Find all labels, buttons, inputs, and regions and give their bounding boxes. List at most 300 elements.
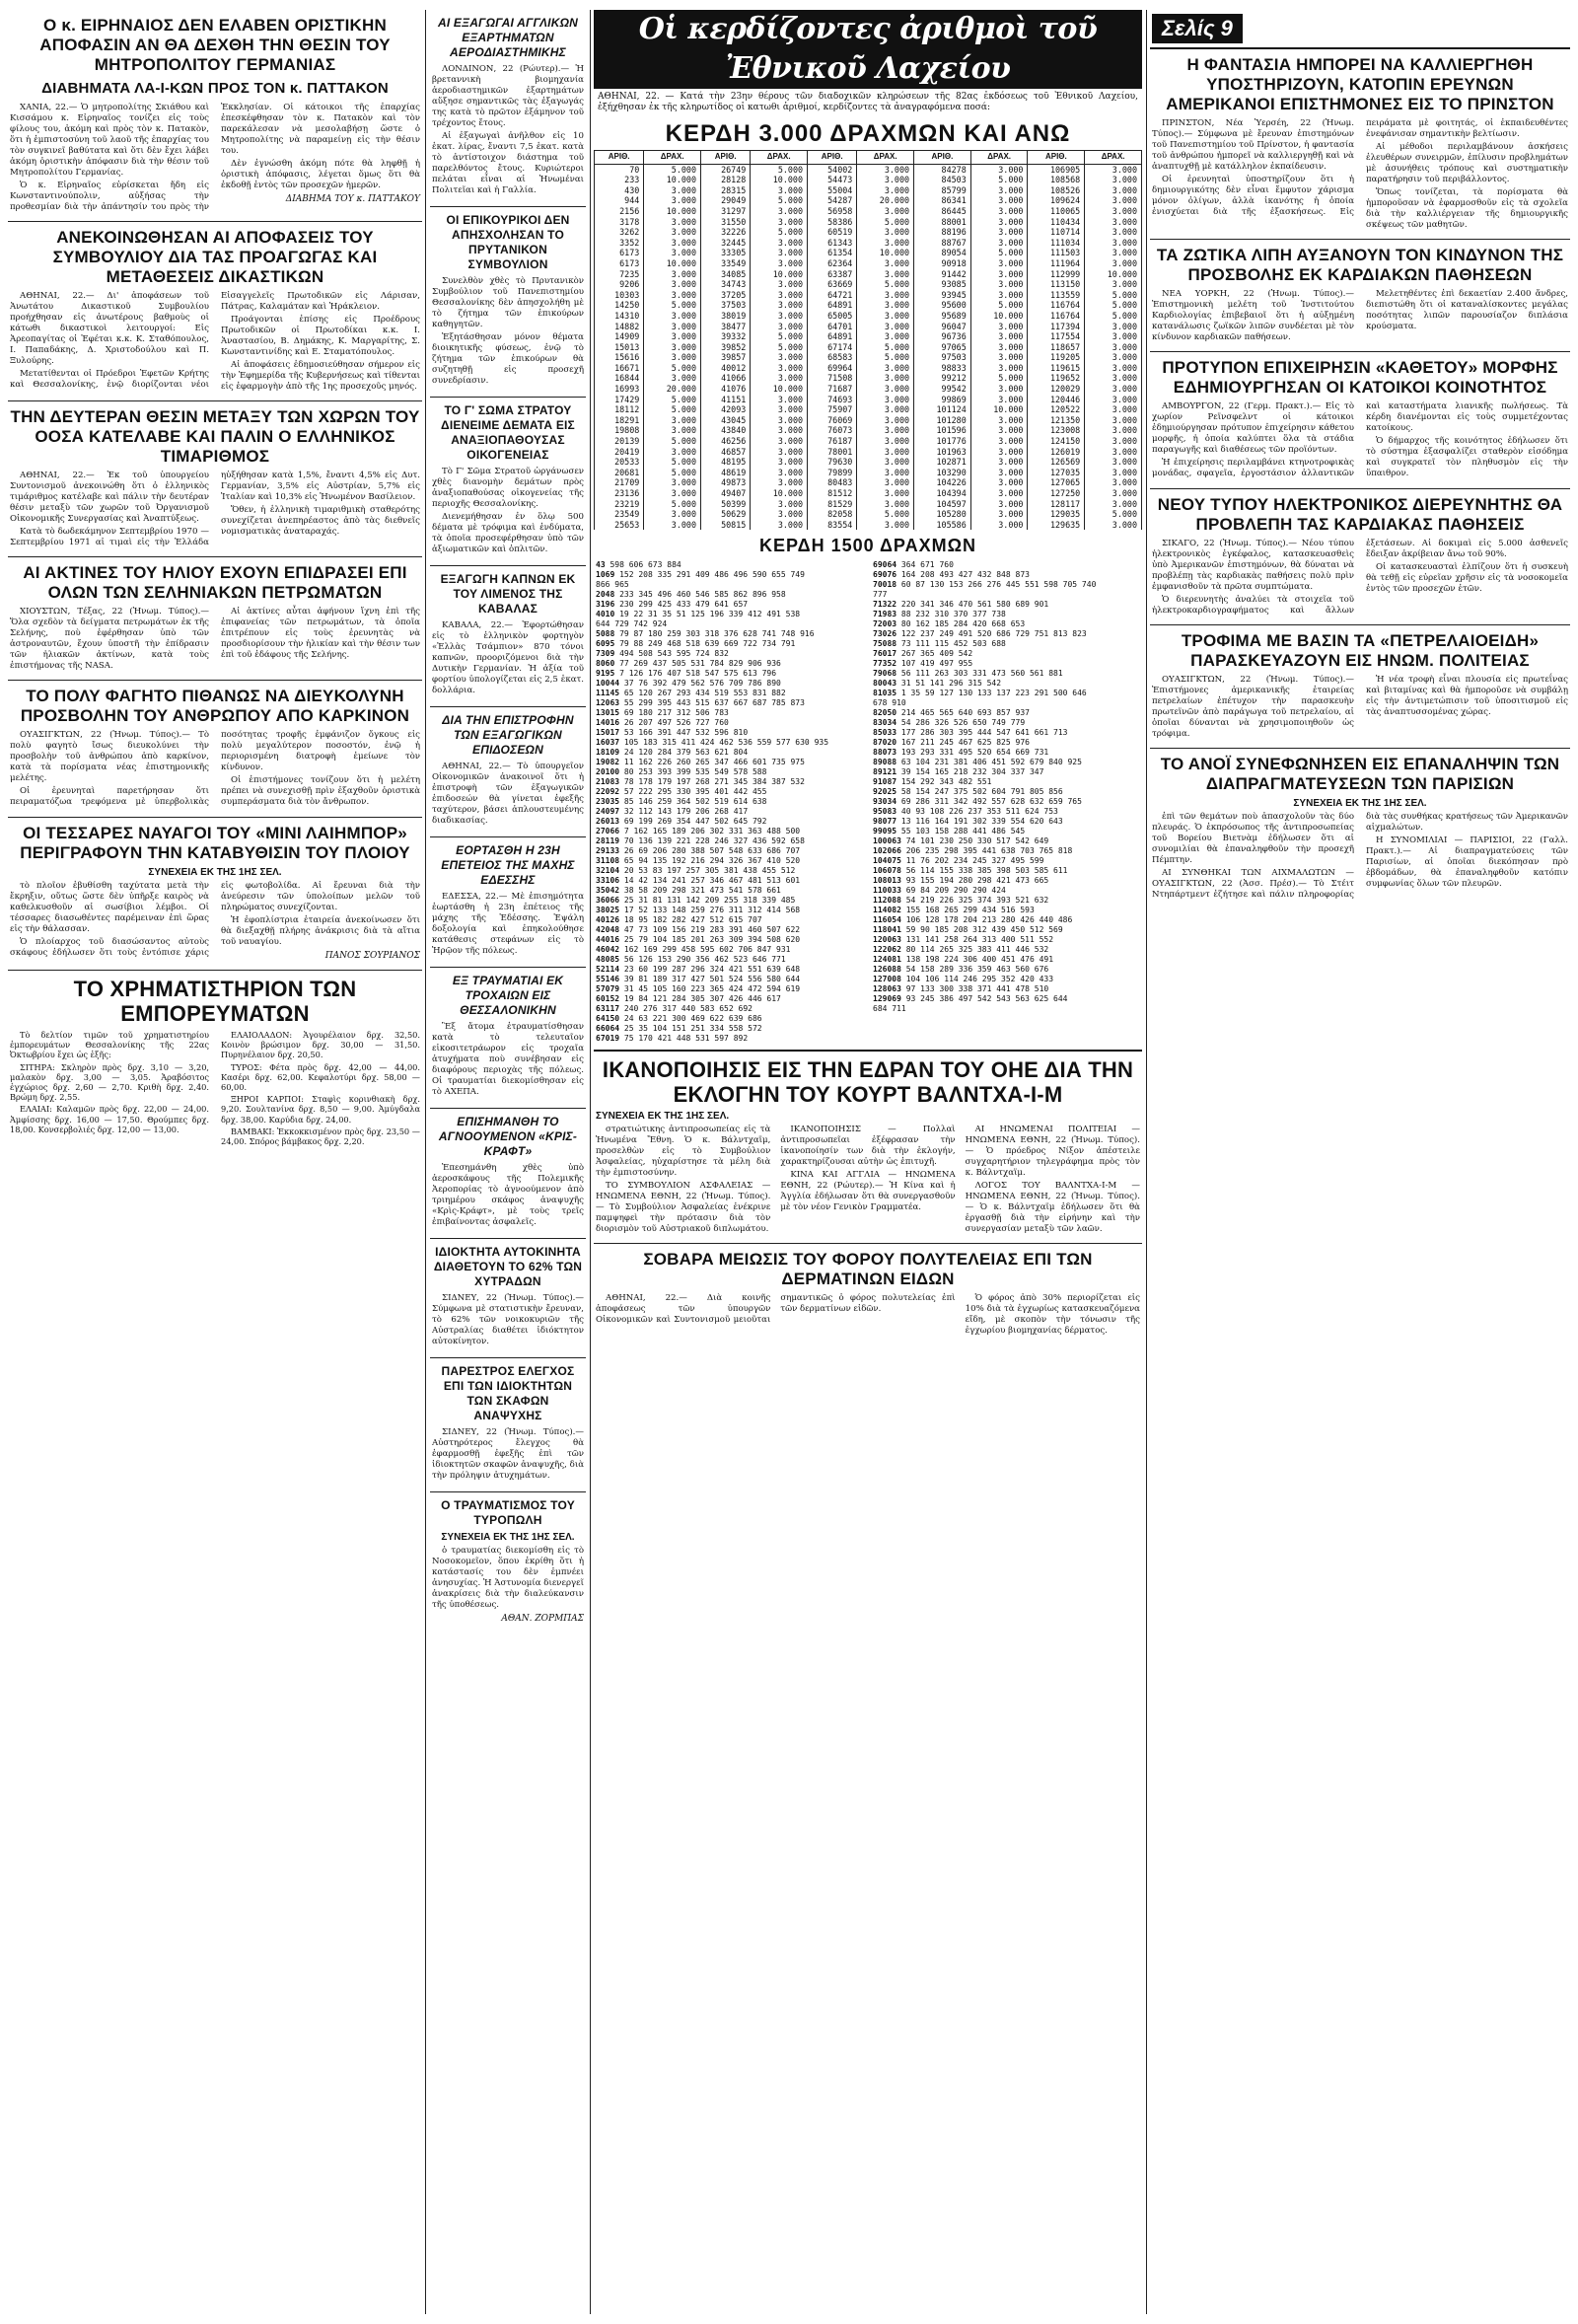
prize-amount: 5.000 — [751, 227, 808, 238]
prize-amount: 3.000 — [1085, 363, 1142, 374]
ticket-series: 3196 — [596, 600, 615, 610]
ticket-endings: 7 162 165 189 206 302 331 363 488 500 — [619, 827, 801, 836]
list-item — [596, 610, 863, 619]
ticket-number: 64891 — [808, 300, 857, 311]
list-item — [596, 856, 863, 866]
ticket-series: 72003 — [873, 619, 897, 629]
ticket-endings: 23 60 199 287 296 324 421 551 639 648 — [619, 965, 801, 975]
headline: ΟΙ ΕΠΙΚΟΥΡΙΚΟΙ ΔΕΝ ΑΠΗΣΧΟΛΗΣΑΝ ΤΟ ΠΡΥΤΑΝΙΚΟΝ ΣΥΜΒΟΥΛΙΟΝ — [446, 213, 570, 271]
headline: ΤΡΟΦΙΜΑ ΜΕ ΒΑΣΙΝ ΤΑ «ΠΕΤΡΕΛΑΙΟΕΙΔΗ» ΠΑΡΑΣΚΕΥΑΖΟΥΝ ΕΙΣ ΗΝΩΜ. ΠΟΛΙΤΕΙΑΣ — [1181, 631, 1540, 670]
prize-amount: 3.000 — [857, 311, 914, 322]
ticket-number: 119615 — [1028, 363, 1085, 374]
article-traffic-injuries — [430, 968, 586, 1109]
prize-amount: 5.000 — [1085, 311, 1142, 322]
prize-amount: 5.000 — [857, 509, 914, 520]
prize-amount: 3.000 — [857, 436, 914, 447]
ticket-endings: 40 93 108 226 237 353 511 624 753 — [897, 807, 1058, 817]
headline: ΤΟ ΑΝΟΪ ΣΥΝΕΦΩΝΗΣΕΝ ΕΙΣ ΕΠΑΝΑΛΗΨΙΝ ΤΩΝ ΔΙΑΠΡΑΓΜΑΤΕΥΣΕΩΝ ΤΩΝ ΠΑΡΙΣΙΩΝ — [1160, 755, 1560, 793]
ticket-endings: 17 52 133 148 259 276 311 312 414 568 — [619, 906, 801, 915]
ticket-number: 119652 — [1028, 373, 1085, 384]
ticket-series: 127008 — [873, 975, 901, 984]
article-body — [432, 1022, 584, 1098]
article-body — [10, 103, 420, 213]
ticket-number: 78001 — [808, 447, 857, 458]
ticket-number: 20533 — [595, 457, 644, 468]
prize-amount: 3.000 — [857, 363, 914, 374]
prize-amount: 3.000 — [751, 415, 808, 426]
headline: ΔΙΑ ΤΗΝ ΕΠΙΣΤΡΟΦΗΝ ΤΩΝ ΕΞΑΓΩΓΙΚΩΝ ΕΠΙΔΟΣΕΩΝ — [442, 713, 574, 757]
ticket-endings: 152 208 335 291 409 486 496 590 655 749 — [614, 570, 805, 580]
subheadline: ΔΙΑΒΗΜΑΤΑ ΛΑ-Ι-ΚΩΝ ΠΡΟΣ ΤΟΝ κ. ΠΑΤΤΑΚΟΝ — [41, 80, 389, 97]
ticket-number: 42093 — [701, 404, 751, 415]
ticket-series: 87020 — [873, 738, 897, 748]
ticket-endings: 69 180 217 312 506 783 — [619, 708, 729, 718]
lottery-table — [594, 150, 1142, 530]
prize-amount: 3.000 — [857, 185, 914, 196]
table-header-cell: ΔΡΑΧ. — [751, 151, 808, 165]
list-item — [596, 659, 863, 669]
ticket-endings: 684 711 — [873, 1004, 906, 1014]
prize-amount: 3.000 — [644, 269, 701, 280]
prize-amount: 3.000 — [1085, 185, 1142, 196]
list-item — [596, 817, 863, 827]
ticket-number: 64721 — [808, 290, 857, 301]
ticket-number: 31550 — [701, 217, 751, 228]
ticket-endings: 80 114 265 325 383 411 446 532 — [900, 945, 1049, 955]
ticket-number: 46857 — [701, 447, 751, 458]
ticket-series: 98077 — [873, 817, 897, 827]
list-item — [873, 590, 1140, 600]
ticket-endings: 193 293 331 495 520 654 669 731 — [897, 748, 1049, 758]
ticket-series: 88073 — [873, 748, 897, 758]
prize-amount: 3.000 — [1085, 395, 1142, 405]
prize-amount: 3.000 — [751, 436, 808, 447]
ticket-endings: 63 104 231 381 406 451 592 679 840 925 — [897, 758, 1082, 767]
column-divider — [425, 10, 426, 2314]
ticket-series: 89088 — [873, 758, 897, 767]
prize-amount: 3.000 — [857, 331, 914, 342]
prize-amount: 3.000 — [644, 311, 701, 322]
ticket-number: 43045 — [701, 415, 751, 426]
ticket-number: 56958 — [808, 206, 857, 217]
table-header-cell: ΑΡΙΘ. — [1028, 151, 1085, 165]
table-row — [595, 248, 1142, 258]
ticket-number: 25653 — [595, 520, 644, 531]
list-item — [596, 955, 863, 965]
prize-amount: 3.000 — [751, 468, 808, 478]
ticket-endings: 59 90 185 208 312 439 450 512 569 — [900, 925, 1063, 935]
ticket-endings: 19 22 31 35 51 125 196 339 412 491 538 — [614, 610, 801, 619]
ticket-endings: 240 276 317 440 583 652 692 — [619, 1004, 753, 1014]
list-item — [596, 708, 863, 718]
ticket-endings: 1 35 59 127 130 133 137 223 291 500 646 — [897, 689, 1087, 698]
ticket-number: 75907 — [808, 404, 857, 415]
ticket-number: 39332 — [701, 331, 751, 342]
prize-amount: 3.000 — [970, 279, 1028, 290]
prize-amount: 3.000 — [644, 520, 701, 531]
ticket-endings: 37 76 392 479 562 576 709 786 890 — [619, 679, 781, 689]
list-item — [873, 560, 1140, 570]
table-row — [595, 311, 1142, 322]
ticket-number: 15616 — [595, 352, 644, 363]
table-header-cell: ΔΡΑΧ. — [970, 151, 1028, 165]
prize-amount: 3.000 — [857, 477, 914, 488]
list-item — [873, 570, 1140, 580]
prize-amount: 3.000 — [857, 227, 914, 238]
ticket-number: 20419 — [595, 447, 644, 458]
paragraph: ὁ τραυματίας διεκομίσθη εἰς τὸ Νοσοκομεῖον, ὅπου ἐκρίθη ὅτι ἡ κατάστασίς του δὲν ἐμπνέει ἀνησυχίας. Ἡ Ἀστυνομία διενεργεῖ ἀνακρίσεις διὰ τὴν διαλεύκανσιν τῆς ὑποθέσεως. — [432, 1546, 584, 1610]
ticket-number: 50815 — [701, 520, 751, 531]
ticket-number: 40012 — [701, 363, 751, 374]
ticket-series: 26013 — [596, 817, 620, 827]
ticket-number: 65005 — [808, 311, 857, 322]
ticket-number: 70 — [595, 164, 644, 175]
ticket-endings: 74 101 230 250 330 517 542 649 — [900, 836, 1049, 846]
article-irinaios — [8, 10, 422, 222]
list-item — [596, 619, 863, 629]
prize-amount: 5.000 — [1085, 300, 1142, 311]
ticket-endings: 24 120 284 379 563 621 804 — [619, 748, 749, 758]
paragraph: ΛΟΝΔΙΝΟΝ, 22 (Ρώυτερ).— Ἡ βρεταννικὴ βιομηχανία ἀεροδιαστημικῶν ἐξαρτημάτων αὔξησε σημαντικῶς τὰς ἐξαγωγάς της κατὰ τὸ πρῶτον ἑξάμηνον τοῦ τρέχοντος ἔτους. — [432, 64, 584, 128]
prize-amount: 3.000 — [751, 499, 808, 510]
ticket-endings: 53 166 391 447 532 596 810 — [619, 728, 749, 738]
ticket-number: 127250 — [1028, 488, 1085, 499]
headline: ΤΟ ΠΟΛΥ ΦΑΓΗΤΟ ΠΙΘΑΝΩΣ ΝΑ ΔΙΕΥΚΟΛΥΝΗ ΠΡΟΣΒΟΛΗΝ ΤΟΥ ΑΝΘΡΩΠΟΥ ΑΠΟ ΚΑΡΚΙΝΟΝ — [20, 687, 410, 725]
ticket-series: 95083 — [873, 807, 897, 817]
prize-amount: 3.000 — [1085, 342, 1142, 353]
paragraph: ΑΘΗΝΑΙ, 22.— Τὸ ὑπουργεῖον Οἰκονομικῶν ἀνακοινοῖ ὅτι ἡ ἐπιστροφὴ τῶν ἐξαγωγικῶν ἐπιδοσεών θὰ γίνεται ἐφεξῆς ταχύτερον, βάσει ἁπλουστευμένης διαδικασίας. — [432, 762, 584, 826]
prize-amount: 3.000 — [857, 300, 914, 311]
ticket-number: 46256 — [701, 436, 751, 447]
ticket-number: 76073 — [808, 425, 857, 436]
ticket-series: 69076 — [873, 570, 897, 580]
headline: ΕΞ ΤΡΑΥΜΑΤΙΑΙ ΕΚ ΤΡΟΧΑΙΩΝ ΕΙΣ ΘΕΣΣΑΛΟΝΙΚΗΝ — [452, 974, 564, 1017]
ticket-endings: 32 112 143 179 206 268 417 — [619, 807, 749, 817]
paragraph: ΕΔΕΣΣΑ, 22.— Μὲ ἐπισημότητα ἑωρτάσθη ἡ 23η ἐπέτειος τῆς μάχης τῆς Ἐδέσσης. Ἐψάλη δοξολογία καὶ ἐπηκολούθησε κατάθεσις στεφάνων εἰς τὸ Ἡρῷον τῆς πόλεως. — [432, 892, 584, 956]
article-export-refunds — [430, 707, 586, 837]
list-item — [873, 955, 1140, 965]
table-row — [595, 520, 1142, 531]
paragraph: Ὅθεν, ἡ ἑλληνικὴ τιμαριθμικὴ σταθερότης συνεχίζεται ἀνεπηρέαστος ἀπὸ τὰς διεθνεῖς νομισματικὰς ἀναταραχάς. — [221, 505, 420, 537]
ticket-endings: 69 199 269 354 447 502 645 792 — [619, 817, 767, 827]
ticket-series: 55146 — [596, 975, 620, 984]
ticket-number: 48619 — [701, 468, 751, 478]
ticket-endings: 57 222 295 330 395 401 442 455 — [619, 787, 767, 797]
prize-amount: 3.000 — [857, 499, 914, 510]
ticket-endings: 11 76 202 234 245 327 495 599 — [900, 856, 1044, 866]
list-item — [873, 807, 1140, 817]
ticket-number: 16993 — [595, 384, 644, 395]
ticket-number: 110065 — [1028, 206, 1085, 217]
prize-amount: 3.000 — [751, 217, 808, 228]
headline: ΟΙ ΤΕΣΣΑΡΕΣ ΝΑΥΑΓΟΙ ΤΟΥ «ΜΙΝΙ ΛΑΙΗΜΠΟΡ» ΠΕΡΙΓΡΑΦΟΥΝ ΤΗΝ ΚΑΤΑΒΥΘΙΣΙΝ ΤΟΥ ΠΛΟΙΟΥ — [20, 824, 410, 862]
list-item — [873, 797, 1140, 807]
ticket-number: 39852 — [701, 342, 751, 353]
ticket-number: 54473 — [808, 175, 857, 185]
ticket-series: 13015 — [596, 708, 620, 718]
prize-amount: 3.000 — [751, 290, 808, 301]
list-item — [873, 886, 1140, 896]
prize-amount: 3.000 — [1085, 488, 1142, 499]
ticket-series: 2048 — [596, 590, 615, 600]
list-item — [596, 679, 863, 689]
article-sun-rays — [8, 557, 422, 681]
ticket-number: 108526 — [1028, 185, 1085, 196]
ticket-series: 21083 — [596, 777, 620, 787]
ticket-series: 77352 — [873, 659, 897, 669]
prize-amount: 3.000 — [970, 227, 1028, 238]
ticket-series: 71322 — [873, 600, 897, 610]
prize-amount: 20.000 — [644, 384, 701, 395]
ticket-number: 116764 — [1028, 300, 1085, 311]
ticket-number: 58386 — [808, 217, 857, 228]
prize-amount: 3.000 — [644, 447, 701, 458]
ticket-number: 63387 — [808, 269, 857, 280]
article-body — [432, 276, 584, 387]
column-1 — [8, 10, 422, 2318]
ticket-number: 944 — [595, 195, 644, 206]
ticket-number: 14882 — [595, 322, 644, 332]
paragraph: ΣΙΤΗΡΑ: Σκληρὸν πρὸς δρχ. 3,10 — 3,20, μαλακὸν δρχ. 3,00 — 3,05. Ἀραβόσιτος ἐγχώριος δρχ. 2,60 — 2,70. Κριθὴ δρχ. 2,40. Βρώμη δρχ. 2,55. — [10, 1061, 209, 1103]
prize-amount: 3.000 — [857, 290, 914, 301]
ticket-endings: 233 345 496 460 546 585 862 896 958 — [614, 590, 786, 600]
lottery-subheading-1500: ΚΕΡΔΗ 1500 ΔΡΑΧΜΩΝ — [758, 536, 977, 556]
prize-amount: 3.000 — [644, 185, 701, 196]
list-item — [596, 728, 863, 738]
table-row — [595, 185, 1142, 196]
ticket-number: 54287 — [808, 195, 857, 206]
paragraph: Κατὰ τὸ δωδεκάμηνον Σεπτεμβρίου 1970 — Σεπτεμβρίου 1971 αἱ τιμαὶ εἰς τὴν Ἑλλάδα ηὐξήθησαν κατὰ 1,5%, ἔναντι 4,5% εἰς Δυτ. Γερμανίαν, 3,5% εἰς Αὐστρίαν, 5,7% εἰς Ἰταλίαν καὶ 10,3% εἰς Ἡνωμένον Βασίλειον. — [10, 471, 420, 547]
ticket-endings: 104 106 114 246 295 352 420 433 — [900, 975, 1054, 984]
table-row — [595, 206, 1142, 217]
ticket-endings: 107 419 497 955 — [897, 659, 973, 669]
prize-amount: 3.000 — [1085, 248, 1142, 258]
list-item — [873, 600, 1140, 610]
paragraph: ΚΙΝΑ ΚΑΙ ΑΓΓΛΙΑ — ΗΝΩΜΕΝΑ ΕΘΝΗ, 22 (Ρώυτερ).— Ἡ Κίνα καὶ ἡ Ἀγγλία ἐδήλωσαν ὅτι θὰ συνεργασθοῦν μὲ τὸν νέον Γενικὸν Γραμματέα. — [780, 1170, 956, 1213]
prize-amount: 5.000 — [751, 195, 808, 206]
ticket-series: 7309 — [596, 649, 615, 659]
prize-amount: 3.000 — [751, 279, 808, 290]
prize-amount: 3.000 — [1085, 175, 1142, 185]
ticket-number: 32445 — [701, 238, 751, 249]
list-item — [596, 767, 863, 777]
prize-amount: 3.000 — [857, 384, 914, 395]
paragraph: ΝΕΑ ΥΟΡΚΗ, 22 (Ἡνωμ. Τύπος).— Ἐπιστημονικὴ μελέτη τοῦ Ἱνστιτούτου Καρδιολογίας ἐπιβεβαιοῖ ὅτι ἡ αὐξημένη κατανάλωσις ζωϊκῶν λιπῶν συνδέεται μὲ τὸν κίνδυνον καρδιακῶν παθήσεων. — [1152, 289, 1354, 342]
prize-amount: 3.000 — [970, 258, 1028, 269]
ticket-number: 64891 — [808, 331, 857, 342]
ticket-series: 20100 — [596, 767, 620, 777]
ticket-endings: 18 95 182 282 427 512 615 707 — [619, 915, 762, 925]
paragraph: Μελετηθέντες ἐπὶ δεκαετίαν 2.400 ἄνδρες, διεπιστώθη ὅτι οἱ καταναλίσκοντες μεγάλας ποσότητας λιπῶν παρουσίαζον διπλάσια κρούσματα. — [1366, 289, 1568, 331]
list-item — [873, 689, 1140, 698]
ticket-series: 70018 — [873, 580, 897, 590]
table-row — [595, 300, 1142, 311]
ticket-number: 61343 — [808, 238, 857, 249]
prize-amount: 3.000 — [970, 164, 1028, 175]
ticket-number: 126019 — [1028, 447, 1085, 458]
ticket-number: 61354 — [808, 248, 857, 258]
prize-amount: 3.000 — [970, 395, 1028, 405]
ticket-series: 22092 — [596, 787, 620, 797]
ticket-series: 27066 — [596, 827, 620, 836]
table-row — [595, 499, 1142, 510]
prize-amount: 3.000 — [970, 322, 1028, 332]
lottery-intro: ΑΘΗΝΑΙ, 22. — Κατά τὴν 23ην θέρους τῶν διαδοχικῶν κληρώσεων τῆς 82ας ἐκδόσεως τοῦ Ἐθνικοῦ Λαχείου, ἐξήχθησαν ἐκ τῆς κληρωτίδος οἱ κατωθι ἀριθμοί, κερδίζοντες τὰ ἀναγραφόμενα ποσά: — [598, 92, 1138, 112]
prize-amount: 3.000 — [857, 425, 914, 436]
ticket-number: 93945 — [914, 290, 971, 301]
prize-amount: 5.000 — [644, 436, 701, 447]
ticket-endings: 644 729 742 924 — [596, 619, 668, 629]
ticket-number: 101124 — [914, 404, 971, 415]
prize-amount: 3.000 — [751, 373, 808, 384]
ticket-number: 127035 — [1028, 468, 1085, 478]
table-row — [595, 395, 1142, 405]
prize-amount: 3.000 — [644, 415, 701, 426]
headline: ΕΠΙΣΗΜΑΝΘΗ ΤΟ ΑΓΝΟΟΥΜΕΝΟΝ «ΚΡΙΣ-ΚΡΑΦΤ» — [438, 1115, 578, 1158]
ticket-number: 18291 — [595, 415, 644, 426]
ticket-number: 79899 — [808, 468, 857, 478]
prize-amount: 5.000 — [644, 363, 701, 374]
ticket-number: 7235 — [595, 269, 644, 280]
column-4 — [1150, 10, 1570, 2318]
ticket-series: 108013 — [873, 876, 901, 886]
column-divider — [590, 10, 591, 2314]
column-2 — [430, 10, 586, 2318]
list-item — [873, 906, 1140, 915]
headline: ΕΞΑΓΩΓΗ ΚΑΠΝΩΝ ΕΚ ΤΟΥ ΛΙΜΕΝΟΣ ΤΗΣ ΚΑΒΑΛΑΣ — [440, 572, 576, 616]
table-row — [595, 488, 1142, 499]
list-item — [596, 1014, 863, 1024]
ticket-endings: 79 88 249 468 518 639 669 722 734 791 — [614, 639, 796, 649]
ticket-series: 33106 — [596, 876, 620, 886]
headline: ΠΡΟΤΥΠΟΝ ΕΠΙΧΕΙΡΗΣΙΝ «ΚΑΘΕΤΟΥ» ΜΟΡΦΗΣ ΕΔΗΜΙΟΥΡΓΗΣΑΝ ΟΙ ΚΑΤΟΙΚΟΙ ΚΟΙΝΟΤΗΤΟΣ — [1162, 358, 1558, 397]
ticket-endings: 11 162 226 260 265 347 466 601 735 975 — [619, 758, 805, 767]
ticket-endings: 26 69 206 280 388 507 548 633 686 707 — [619, 846, 801, 856]
ticket-series: 76017 — [873, 649, 897, 659]
list-item — [596, 689, 863, 698]
ticket-endings: 78 178 179 197 268 271 345 384 387 532 — [619, 777, 805, 787]
ticket-series: 129069 — [873, 994, 901, 1004]
ticket-endings: 155 168 265 299 434 516 593 — [900, 906, 1035, 915]
ticket-number: 104226 — [914, 477, 971, 488]
ticket-endings: 56 126 153 290 356 462 523 646 771 — [619, 955, 786, 965]
table-row — [595, 509, 1142, 520]
ticket-number: 29049 — [701, 195, 751, 206]
headline: ΕΟΡΤΑΣΘΗ Η 23Η ΕΠΕΤΕΙΟΣ ΤΗΣ ΜΑΧΗΣ ΕΔΕΣΣΗΣ — [441, 843, 575, 887]
ticket-number: 15013 — [595, 342, 644, 353]
ticket-endings: 93 155 194 280 298 421 473 665 — [900, 876, 1049, 886]
ticket-number: 103290 — [914, 468, 971, 478]
ticket-endings: 105 183 315 411 424 462 536 559 577 630 935 — [619, 738, 829, 748]
prize-amount: 3.000 — [970, 342, 1028, 353]
ticket-number: 81529 — [808, 499, 857, 510]
ticket-number: 67174 — [808, 342, 857, 353]
ticket-series: 85033 — [873, 728, 897, 738]
table-row — [595, 477, 1142, 488]
ticket-number: 6173 — [595, 248, 644, 258]
table-header-cell: ΑΡΙΘ. — [914, 151, 971, 165]
ticket-endings: 162 169 299 458 595 602 706 847 931 — [619, 945, 791, 955]
list-item — [873, 738, 1140, 748]
ticket-number: 85799 — [914, 185, 971, 196]
list-item — [596, 758, 863, 767]
prize-amount: 3.000 — [1085, 195, 1142, 206]
ticket-number: 104597 — [914, 499, 971, 510]
prize-amount: 3.000 — [1085, 520, 1142, 531]
headline: ΤΟ ΧΡΗΜΑΤΙΣΤΗΡΙΟΝ ΤΩΝ ΕΜΠΟΡΕΥΜΑΤΩΝ — [73, 977, 357, 1026]
ticket-endings: 70 136 139 221 228 246 327 436 592 658 — [619, 836, 805, 846]
ticket-number: 23136 — [595, 488, 644, 499]
list-item — [873, 679, 1140, 689]
ticket-number: 21709 — [595, 477, 644, 488]
prize-amount: 3.000 — [970, 447, 1028, 458]
ticket-number: 17429 — [595, 395, 644, 405]
list-item — [873, 1014, 1140, 1024]
paragraph: Οἱ ἐρευνηταὶ παρετήρησαν ὅτι πειραματόζωα τρεφόμενα μὲ ὑπερβολικὰς ποσότητας τροφῆς ἐμφάνιζον ὄγκους εἰς πολὺ μεγαλύτερον ποσοστόν, ἐνῷ ἡ περιορισμένη διατροφὴ ἐμείωνε τὸν κίνδυνον. — [10, 730, 420, 807]
ticket-number: 111034 — [1028, 238, 1085, 249]
ticket-number: 68583 — [808, 352, 857, 363]
article-cheesemonger — [430, 1492, 586, 1633]
table-row — [595, 269, 1142, 280]
paragraph: Αἱ μέθοδοι περιλαμβάνουν ἀσκήσεις ἐλευθέρων συνειρμῶν, ἐπίλυσιν προβλημάτων μὲ ἀσυνήθεις τρόπους καὶ συστηματικὴν παρατήρησιν τοῦ περιβάλλοντος. — [1366, 142, 1568, 184]
prize-amount: 3.000 — [970, 331, 1028, 342]
continuation-label: ΣΥΝΕΧΕΙΑ ΕΚ ΤΗΣ 1ΗΣ ΣΕΛ. — [1293, 798, 1427, 809]
paragraph: Ἡ ἐπιχείρησις περιλαμβάνει κτηνοτροφικὰς μονάδας, σφαγεῖα, ἐργοστάσιον ἀλλαντικῶν καὶ καταστήματα λιανικῆς πωλήσεως. Τὰ κέρδη διανέμονται εἰς τοὺς συμμετέχοντας κατοίκους. — [1152, 401, 1568, 478]
article-body — [432, 892, 584, 957]
paragraph: Αἱ ἀποφάσεις ἐδημοσιεύθησαν σήμερον εἰς τὴν Ἐφημερίδα τῆς Κυβερνήσεως καὶ τίθενται εἰς ἐφαρμογὴν ἀπὸ τῆς 1ης προσεχοῦς μηνός. — [221, 360, 420, 392]
ticket-endings: 494 508 543 595 724 832 — [614, 649, 729, 659]
ticket-series: 35042 — [596, 886, 620, 896]
ticket-series: 8060 — [596, 659, 615, 669]
ticket-endings: 206 235 298 395 441 638 703 765 818 — [900, 846, 1073, 856]
prize-amount: 3.000 — [970, 520, 1028, 531]
prize-amount: 20.000 — [857, 195, 914, 206]
article-body — [10, 291, 420, 393]
prize-amount: 3.000 — [857, 415, 914, 426]
paragraph: ΣΙΔΝΕΥ, 22 (Ἡνωμ. Τύπος).— Σύμφωνα μὲ στατιστικὴν ἔρευναν, τὸ 62% τῶν νοικοκυριῶν τῆς Αὐστραλίας διαθέτει ἰδιόκτητον αὐτοκίνητον. — [432, 1293, 584, 1346]
prize-amount: 3.000 — [970, 269, 1028, 280]
prize-amount: 3.000 — [751, 477, 808, 488]
ticket-endings: 598 606 673 884 — [605, 560, 681, 570]
table-header-cell: ΑΡΙΘ. — [595, 151, 644, 165]
list-item — [873, 975, 1140, 984]
ticket-number: 19808 — [595, 425, 644, 436]
list-item — [873, 846, 1140, 856]
prize-amount: 3.000 — [644, 290, 701, 301]
paragraph: ΑΙ ΣΥΝΘΗΚΑΙ ΤΩΝ ΑΙΧΜΑΛΩΤΩΝ — ΟΥΑΣΙΓΚΤΩΝ, 22 (Ἀσσ. Πρέσ).— Τὸ Στέιτ Ντηπάρτμεντ ἐζήτησε καὶ πάλιν πληροφορίας διὰ τὰς συνθήκας κρατήσεως τῶν Ἀμερικανῶν αἰχμαλώτων. — [1152, 812, 1568, 900]
ticket-series: 81035 — [873, 689, 897, 698]
paragraph: Ἡ νέα τροφὴ εἶναι πλουσία εἰς πρωτεΐνας καὶ βιταμίνας καὶ θὰ ἠμποροῦσε νὰ συμβάλῃ εἰς τὴν ἀντιμετώπισιν τοῦ ὑποσιτισμοῦ εἰς τὰς ἀναπτυσσομένας χώρας. — [1366, 675, 1568, 717]
list-item — [596, 906, 863, 915]
article-animal-fats — [1150, 240, 1570, 352]
ticket-number: 81512 — [808, 488, 857, 499]
prize-amount: 5.000 — [644, 164, 701, 175]
ticket-series: 104075 — [873, 856, 901, 866]
prize-amount: 3.000 — [970, 290, 1028, 301]
ticket-series: 19082 — [596, 758, 620, 767]
list-item — [596, 649, 863, 659]
ticket-number: 95689 — [914, 311, 971, 322]
prize-amount: 3.000 — [1085, 384, 1142, 395]
paragraph: ἐπὶ τῶν θεμάτων ποὺ ἀπασχολοῦν τὰς δύο πλευράς. Ὁ ἐκπρόσωπος τῆς ἀντιπροσωπείας τοῦ Βορείου Βιετνὰμ ἐδήλωσεν ὅτι αἱ συνομιλίαι θὰ ἐπαναληφθοῦν τὴν προσεχῆ Πέμπτην. — [1152, 812, 1354, 865]
ticket-series: 118041 — [873, 925, 901, 935]
ticket-series: 82050 — [873, 708, 897, 718]
ticket-number: 34743 — [701, 279, 751, 290]
ticket-number: 120029 — [1028, 384, 1085, 395]
paragraph: Προάγονται ἐπίσης εἰς Προέδρους Πρωτοδικῶν οἱ Πρωτοδίκαι κ.κ. Ι. Ἀναστασίου, Β. Δημάκης, Κ. Μαργαρίτης, Σ. Κωνσταντινίδης καὶ Ε. Σταματόπουλος. — [221, 315, 420, 357]
ticket-number: 2156 — [595, 206, 644, 217]
article-body — [432, 467, 584, 555]
